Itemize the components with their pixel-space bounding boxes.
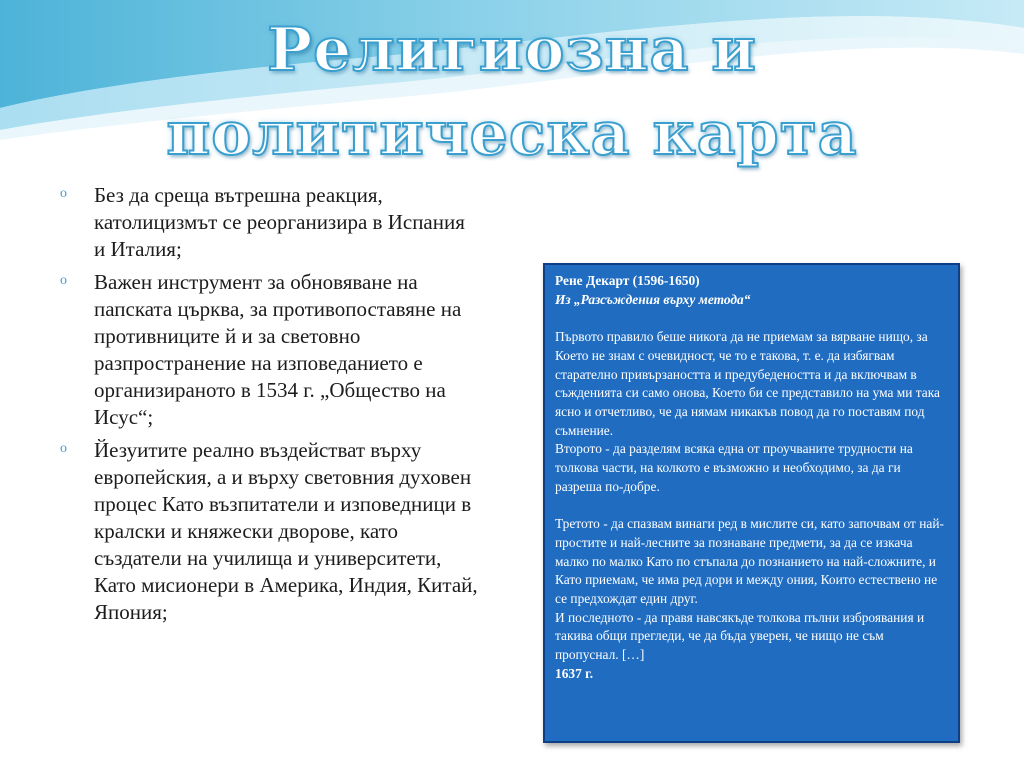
bullet-marker-icon: o — [60, 441, 67, 456]
spacer — [555, 496, 948, 515]
quote-box — [543, 263, 960, 743]
bullet-list — [60, 182, 480, 632]
bullet-marker-icon: o — [60, 186, 67, 201]
slide-title — [0, 8, 1024, 176]
bullet-text: Йезуитите реално въздействат върху европейския, а и върху световния духовен процес Като възпитатели и изповедници в кралски и княжески дворове, като създатели на училища и университети, Като мисионери в Америка, Индия, Китай, Япония; — [94, 438, 478, 624]
bullet-text: Важен инструмент за обновяване на папската църква, за противопоставяне на противниците й и за световно разпространение на изповеданието е организираното в 1534 г. „Общество на Исус“; — [94, 270, 462, 429]
quote-paragraph-3: Третото - да спазвам винаги ред в мислите си, като започвам от най-простите и най-лесните за познаване предмети, за да се изкача малко по малко Като по стъпала до познанието на най-сложните, и Като приемам, че има ред дори и между ония, Които естествено не се предхождат един друг. — [555, 516, 944, 606]
title-line-1: Религиозна и — [267, 15, 757, 85]
quote-paragraph-1: Първото правило беше никога да не приемам за вярване нищо, за Което не знам с очевидност, че то е такова, т. е. да избягвам старателно привързаността и предубедеността и да включвам в съжденията си само онова, Което би се представило на ума ми така ясно и отчетливо, че да нямам никакъв повод да го поставям под съмнение. — [555, 329, 940, 438]
spacer — [555, 309, 948, 328]
quote-paragraph-2: Второто - да разделям всяка една от проучваните трудности на толкова части, на колкото е възможно и необходимо, за да ги разреша по-добре. — [555, 441, 913, 494]
quote-paragraph-4: И последното - да правя навсякъде толкова пълни изброявания и такива общи прегледи, че да бъда уверен, че нищо не съм пропуснал. […] — [555, 609, 925, 663]
quote-source: Из „Разсъждения върху метода“ — [555, 291, 751, 307]
title-line-2: политическа карта — [166, 99, 858, 169]
quote-author: Рене Декарт (1596-1650) — [555, 273, 700, 288]
list-item — [60, 182, 480, 263]
list-item — [60, 269, 480, 431]
quote-year: 1637 г. — [555, 665, 594, 681]
list-item — [60, 437, 480, 626]
bullet-text: Без да среща вътрешна реакция, католицизмът се реорганизира в Испания и Италия; — [94, 183, 465, 261]
bullet-marker-icon: o — [60, 273, 67, 288]
